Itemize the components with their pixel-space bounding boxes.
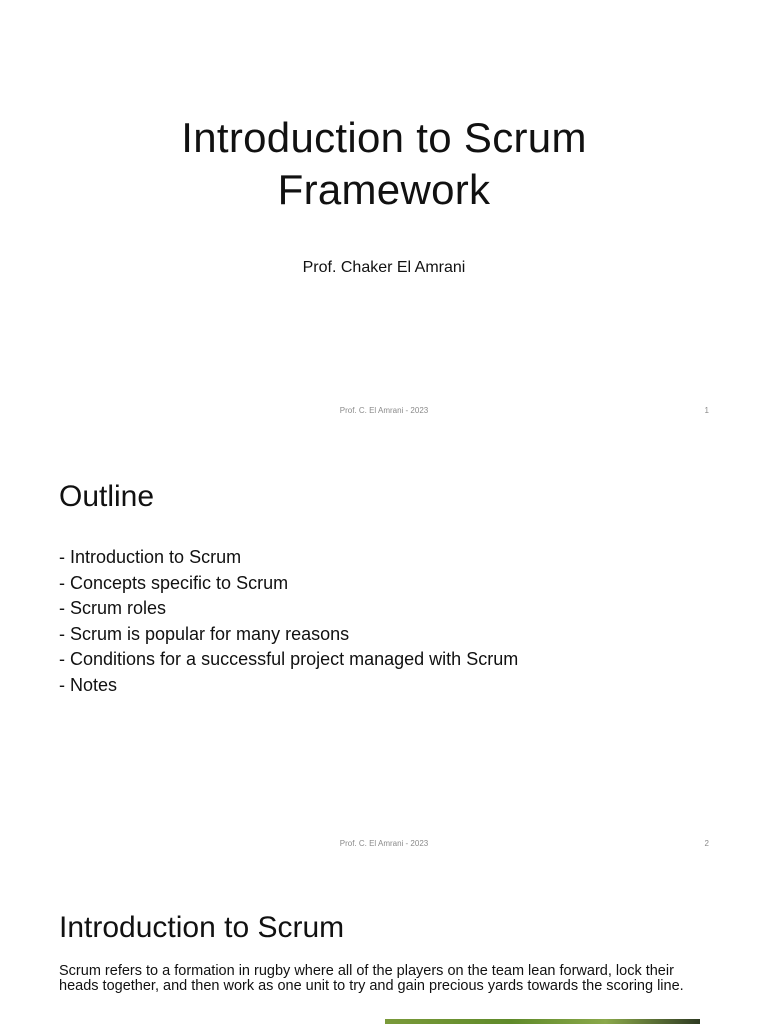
slide-title <box>0 112 768 216</box>
slide-3 <box>0 864 768 1024</box>
outline-list <box>59 545 518 698</box>
slide-title-line-2: Framework <box>277 166 491 213</box>
rugby-scrum-image <box>385 1019 700 1024</box>
intro-heading: Introduction to Scrum <box>59 911 345 944</box>
slide-2 <box>0 432 768 864</box>
slide-1 <box>0 0 768 432</box>
outline-item: - Scrum roles <box>59 598 167 618</box>
slide-title-line-1: Introduction to Scrum <box>181 114 587 161</box>
outline-item: - Conditions for a successful project managed with Scrum <box>59 649 519 669</box>
outline-item: - Notes <box>59 674 118 695</box>
outline-item: - Concepts specific to Scrum <box>59 572 289 593</box>
intro-paragraph: Scrum refers to a formation in rugby where all of the players on the team lean forward, lock their heads together, and then work as one unit to try and gain precious yards towards the scoring line. <box>59 963 684 994</box>
outline-item: - Introduction to Scrum <box>59 547 242 567</box>
slide-page-number: 2 <box>704 839 709 848</box>
outline-heading: Outline <box>59 480 155 513</box>
outline-item: - Scrum is popular for many reasons <box>59 623 350 644</box>
slide-footer: Prof. C. El Amrani - 2023 <box>339 839 429 848</box>
slide-page-number: 1 <box>704 406 709 415</box>
author-name: Prof. Chaker El Amrani <box>302 259 466 276</box>
slide-footer: Prof. C. El Amrani - 2023 <box>339 406 429 415</box>
